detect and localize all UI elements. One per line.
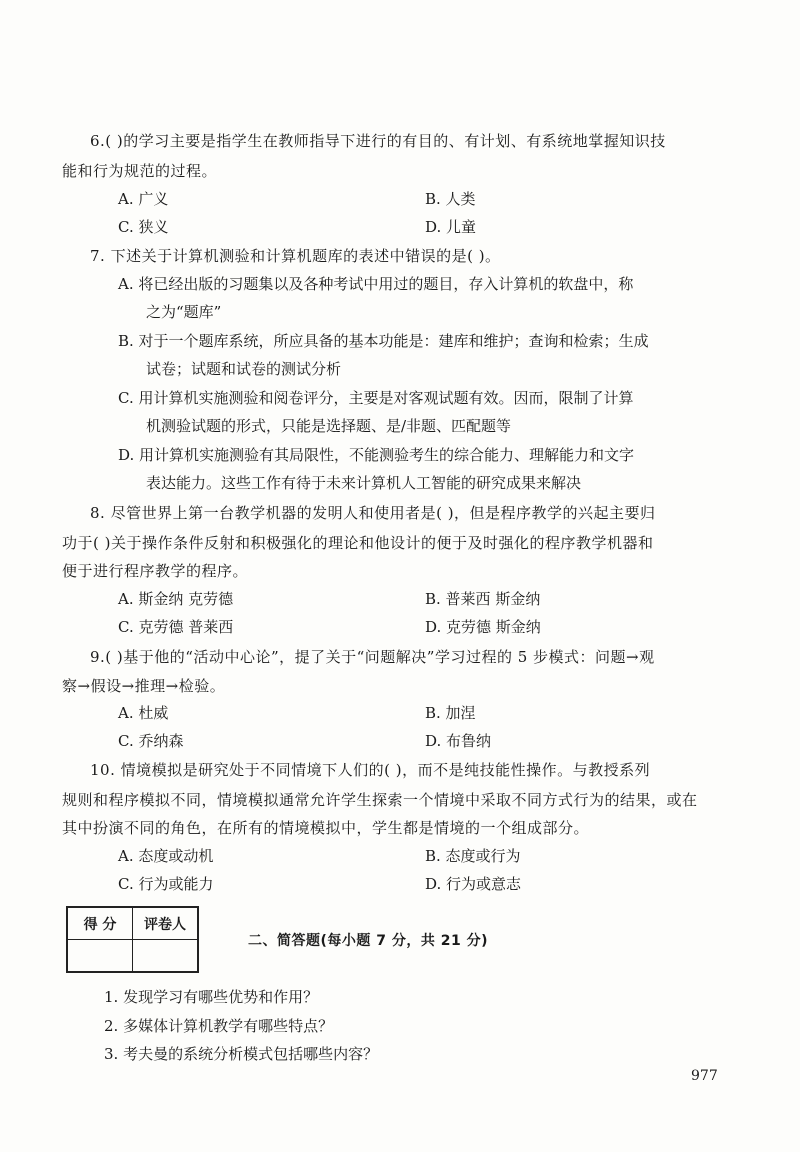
grader-header: 评卷人 xyxy=(133,907,199,940)
q7-option-b-line2: 试卷；试题和试卷的测试分析 xyxy=(146,360,342,378)
section2-heading: 二、简答题(每小题 7 分，共 21 分) xyxy=(248,933,489,949)
q8-stem-line1: 8. 尽管世界上第一台教学机器的发明人和使用者是( )，但是程序教学的兴起主要归 xyxy=(90,504,656,522)
score-cell xyxy=(67,940,133,973)
q7-stem: 7. 下述关于计算机测验和计算机题库的表述中错误的是( )。 xyxy=(90,247,501,265)
q7-option-a-line2: 之为“题库” xyxy=(146,303,222,321)
q9-stem-line2: 察→假设→推理→检验。 xyxy=(62,677,226,695)
section2-question-1: 1. 发现学习有哪些优势和作用？ xyxy=(104,988,319,1006)
section2-question-2: 2. 多媒体计算机教学有哪些特点？ xyxy=(104,1017,334,1035)
q8-option-d: D. 克劳德 斯金纳 xyxy=(425,618,541,636)
q6-option-b: B. 人类 xyxy=(425,190,476,208)
q10-option-c: C. 行为或能力 xyxy=(118,875,214,893)
q8-stem-line2: 功于( )关于操作条件反射和积极强化的理论和他设计的便于及时强化的程序教学机器和 xyxy=(62,534,654,552)
q6-stem-line2: 能和行为规范的过程。 xyxy=(62,162,218,180)
score-header: 得 分 xyxy=(67,907,133,940)
q8-option-b: B. 普莱西 斯金纳 xyxy=(425,590,541,608)
q10-stem-line2: 规则和程序模拟不同，情境模拟通常允许学生探索一个情境中采取不同方式行为的结果，或在 xyxy=(62,791,698,809)
q7-option-b-line1: B. 对于一个题库系统，所应具备的基本功能是：建库和维护；查询和检索；生成 xyxy=(118,332,649,350)
q9-option-b: B. 加涅 xyxy=(425,704,476,722)
q10-option-b: B. 态度或行为 xyxy=(425,847,521,865)
q7-option-c-line1: C. 用计算机实施测验和阅卷评分，主要是对客观试题有效。因而，限制了计算 xyxy=(118,389,634,407)
q7-option-a-line1: A. 将已经出版的习题集以及各种考试中用过的题目，存入计算机的软盘中，称 xyxy=(118,275,634,293)
q10-stem-line1: 10. 情境模拟是研究处于不同情境下人们的( )，而不是纯技能性操作。与教授系列 xyxy=(90,761,651,779)
q10-stem-line3: 其中扮演不同的角色，在所有的情境模拟中，学生都是情境的一个组成部分。 xyxy=(62,819,590,837)
q9-stem-line1: 9.( )基于他的“活动中心论”，提了关于“问题解决”学习过程的 5 步模式：问题→观 xyxy=(90,648,655,666)
q9-option-c: C. 乔纳森 xyxy=(118,732,184,750)
page-number: 977 xyxy=(691,1068,718,1084)
q6-stem-line1: 6.( )的学习主要是指学生在教师指导下进行的有目的、有计划、有系统地掌握知识技 xyxy=(90,132,666,150)
q8-stem-line3: 便于进行程序教学的程序。 xyxy=(62,562,249,580)
q9-option-d: D. 布鲁纳 xyxy=(425,732,492,750)
q8-option-a: A. 斯金纳 克劳德 xyxy=(118,590,234,608)
q9-option-a: A. 杜威 xyxy=(118,704,169,722)
q6-option-c: C. 狭义 xyxy=(118,218,169,236)
score-table xyxy=(66,906,199,973)
q7-option-d-line2: 表达能力。这些工作有待于未来计算机人工智能的研究成果来解决 xyxy=(146,474,582,492)
q6-option-a: A. 广义 xyxy=(118,190,169,208)
q10-option-d: D. 行为或意志 xyxy=(425,875,522,893)
grader-cell xyxy=(133,940,199,973)
q7-option-c-line2: 机测验试题的形式，只能是选择题、是/非题、匹配题等 xyxy=(146,417,512,435)
q6-option-d: D. 儿童 xyxy=(425,218,477,236)
section2-question-3: 3. 考夫曼的系统分析模式包括哪些内容？ xyxy=(104,1045,379,1063)
q7-option-d-line1: D. 用计算机实施测验有其局限性，不能测验考生的综合能力、理解能力和文字 xyxy=(118,446,635,464)
q8-option-c: C. 克劳德 普莱西 xyxy=(118,618,234,636)
q10-option-a: A. 态度或动机 xyxy=(118,847,214,865)
